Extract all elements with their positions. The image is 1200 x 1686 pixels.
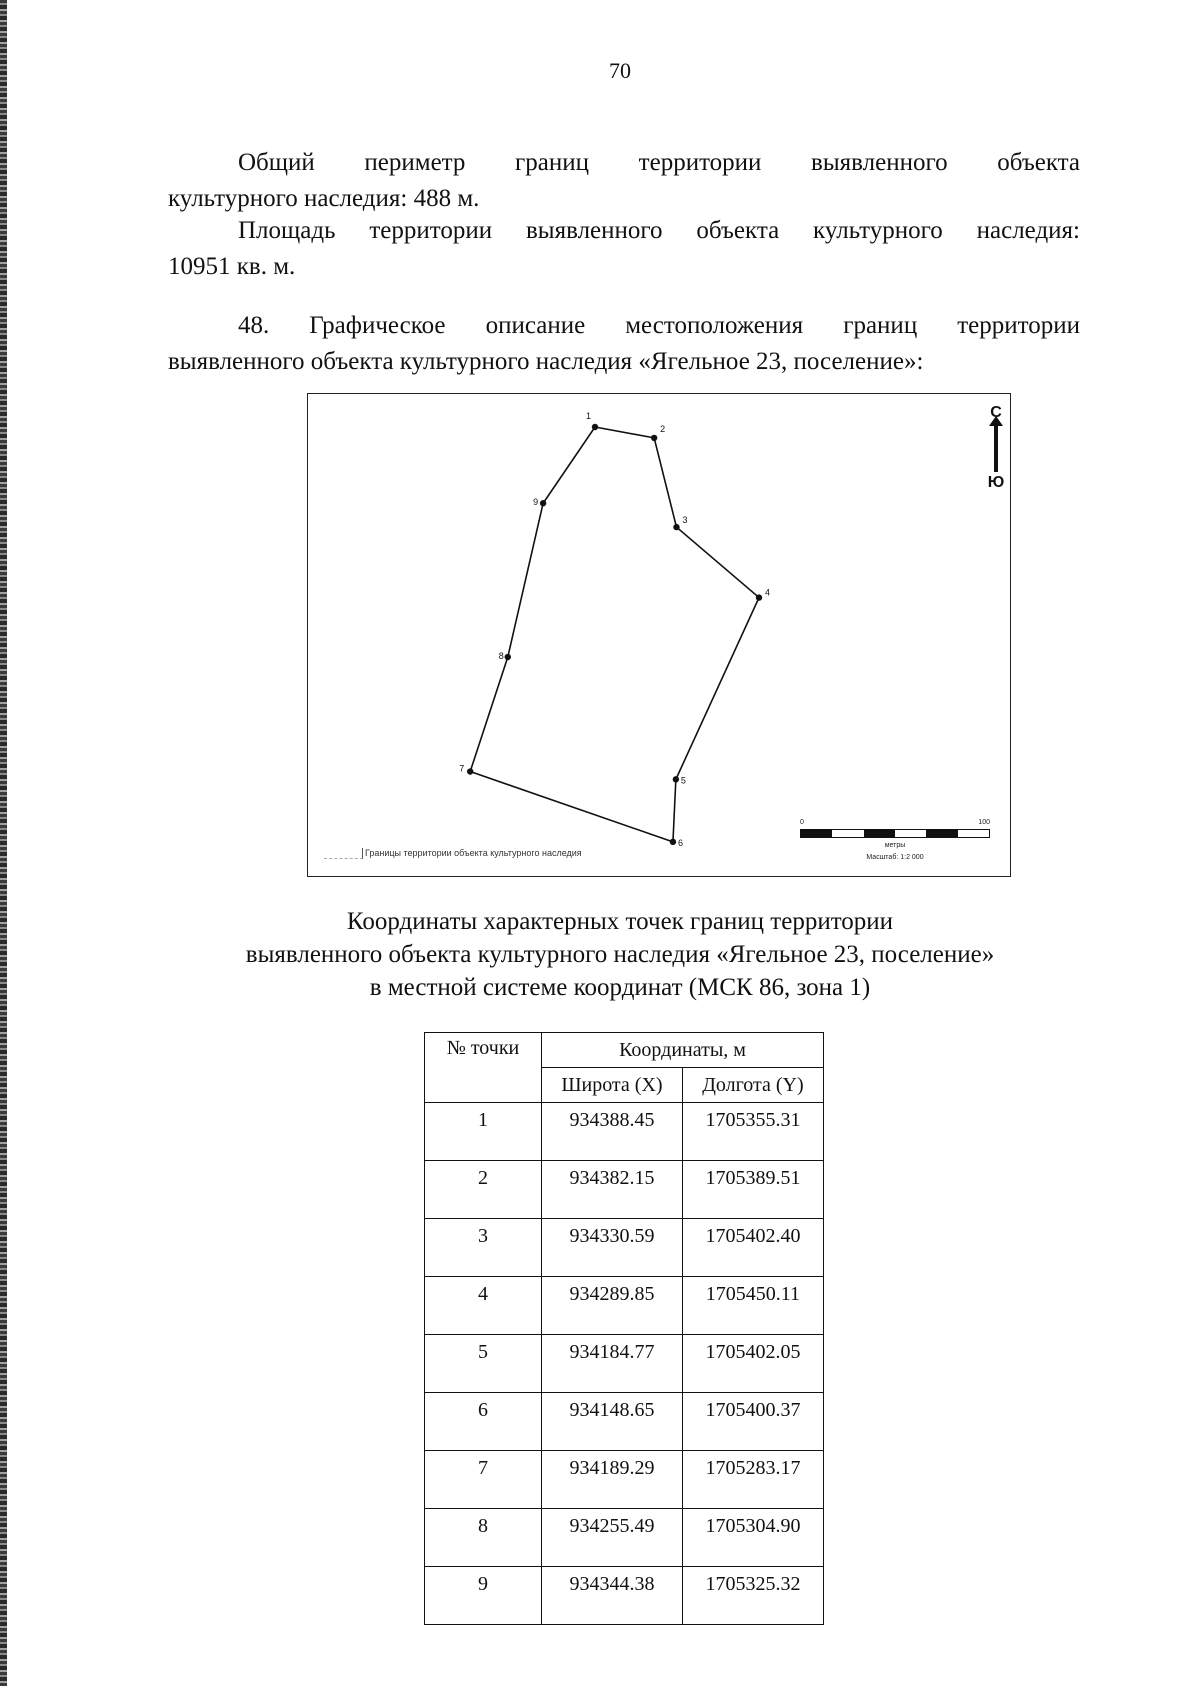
boundary-point-label: 9 [533,497,539,508]
coordinates-table [424,1032,824,1625]
table-row [425,1277,824,1335]
area-line-1: Площадь территории выявленного объекта культурного наследия: [238,217,1080,244]
boundary-point-5 [673,776,679,782]
boundary-point-label: 8 [498,651,504,662]
boundary-point-7 [467,768,473,774]
latitude-value: 934189.29 [542,1451,683,1509]
table-caption [0,905,1200,1004]
north-arrow [978,404,1014,492]
page-number: 70 [609,58,631,83]
latitude-value: 934330.59 [542,1219,683,1277]
longitude-value: 1705450.11 [682,1277,823,1335]
latitude-value: 934184.77 [542,1335,683,1393]
scale-unit: метры [884,842,906,849]
caption-line-3: в местной системе координат (МСК 86, зона 1) [369,974,871,1001]
point-number: 1 [425,1103,542,1161]
scale-tick-end: 100 [978,819,990,826]
boundary-point-label: 6 [677,837,683,848]
perimeter-line-1: Общий периметр границ территории выявленного объекта [238,149,1080,176]
point-number: 7 [425,1451,542,1509]
longitude-value: 1705402.05 [682,1335,823,1393]
point-number: 4 [425,1277,542,1335]
latitude-value: 934255.49 [542,1509,683,1567]
north-label: С [990,404,1002,421]
scale-ratio: Масштаб: 1:2 000 [866,854,924,861]
legend-label: Границы территории объекта культурного наследия [365,848,582,858]
latitude-value: 934148.65 [542,1393,683,1451]
scale-tick-start: 0 [800,819,804,826]
longitude-value: 1705304.90 [682,1509,823,1567]
table-row [425,1103,824,1161]
longitude-value: 1705400.37 [682,1393,823,1451]
point-number: 5 [425,1335,542,1393]
table-row [425,1161,824,1219]
latitude-value: 934344.38 [542,1567,683,1625]
boundary-point-9 [540,500,546,506]
boundary-point-label: 7 [459,763,465,774]
caption-line-1: Координаты характерных точек границ территории [346,908,894,935]
longitude-value: 1705402.40 [682,1219,823,1277]
boundary-point-label: 2 [660,423,666,434]
scale-bar [800,819,990,861]
longitude-value: 1705355.31 [682,1103,823,1161]
caption-line-2: выявленного объекта культурного наследия «Ягельное 23, поселение» [245,941,995,968]
boundary-point-6 [670,839,676,845]
perimeter-paragraph [168,145,1080,217]
boundary-point-4 [756,594,762,600]
boundary-map [307,393,1011,877]
longitude-value: 1705325.32 [682,1567,823,1625]
header-longitude: Долгота (Y) [682,1068,823,1103]
longitude-value: 1705389.51 [682,1161,823,1219]
boundary-polygon [470,427,759,842]
table-row [425,1393,824,1451]
section-heading [168,308,1080,380]
table-row [425,1219,824,1277]
scale-bar-graphic [800,829,990,838]
boundary-point-label: 1 [586,411,592,421]
table-row [425,1567,824,1625]
header-point-number: № точки [425,1033,542,1103]
table-row [425,1509,824,1567]
boundary-point-label: 4 [765,587,771,598]
longitude-value: 1705283.17 [682,1451,823,1509]
table-row [425,1335,824,1393]
latitude-value: 934289.85 [542,1277,683,1335]
point-number: 3 [425,1219,542,1277]
boundary-point-1 [592,424,598,430]
point-number: 8 [425,1509,542,1567]
latitude-value: 934388.45 [542,1103,683,1161]
section-line-2: выявленного объекта культурного наследия «Ягельное 23, поселение»: [168,348,924,375]
latitude-value: 934382.15 [542,1161,683,1219]
boundary-map-drawing [308,394,1012,878]
boundary-point-label: 3 [682,515,688,526]
boundary-point-label: 5 [680,775,686,786]
legend-swatch-icon [324,848,363,859]
header-latitude: Широта (X) [542,1068,683,1103]
boundary-point-3 [673,524,679,530]
coordinates-table-body [425,1103,824,1625]
point-number: 2 [425,1161,542,1219]
area-paragraph [168,213,1080,285]
point-number: 9 [425,1567,542,1625]
boundary-point-2 [651,435,657,441]
north-arrow-icon [994,424,998,472]
section-line-1: 48. Графическое описание местоположения границ территории [238,312,1080,339]
scan-edge [0,0,7,1686]
point-number: 6 [425,1393,542,1451]
map-legend [324,848,582,859]
table-row [425,1451,824,1509]
boundary-point-8 [505,654,511,660]
south-label: Ю [987,474,1005,491]
header-coordinates: Координаты, м [542,1033,824,1068]
perimeter-line-2: культурного наследия: 488 м. [168,185,480,212]
area-line-2: 10951 кв. м. [168,253,296,280]
